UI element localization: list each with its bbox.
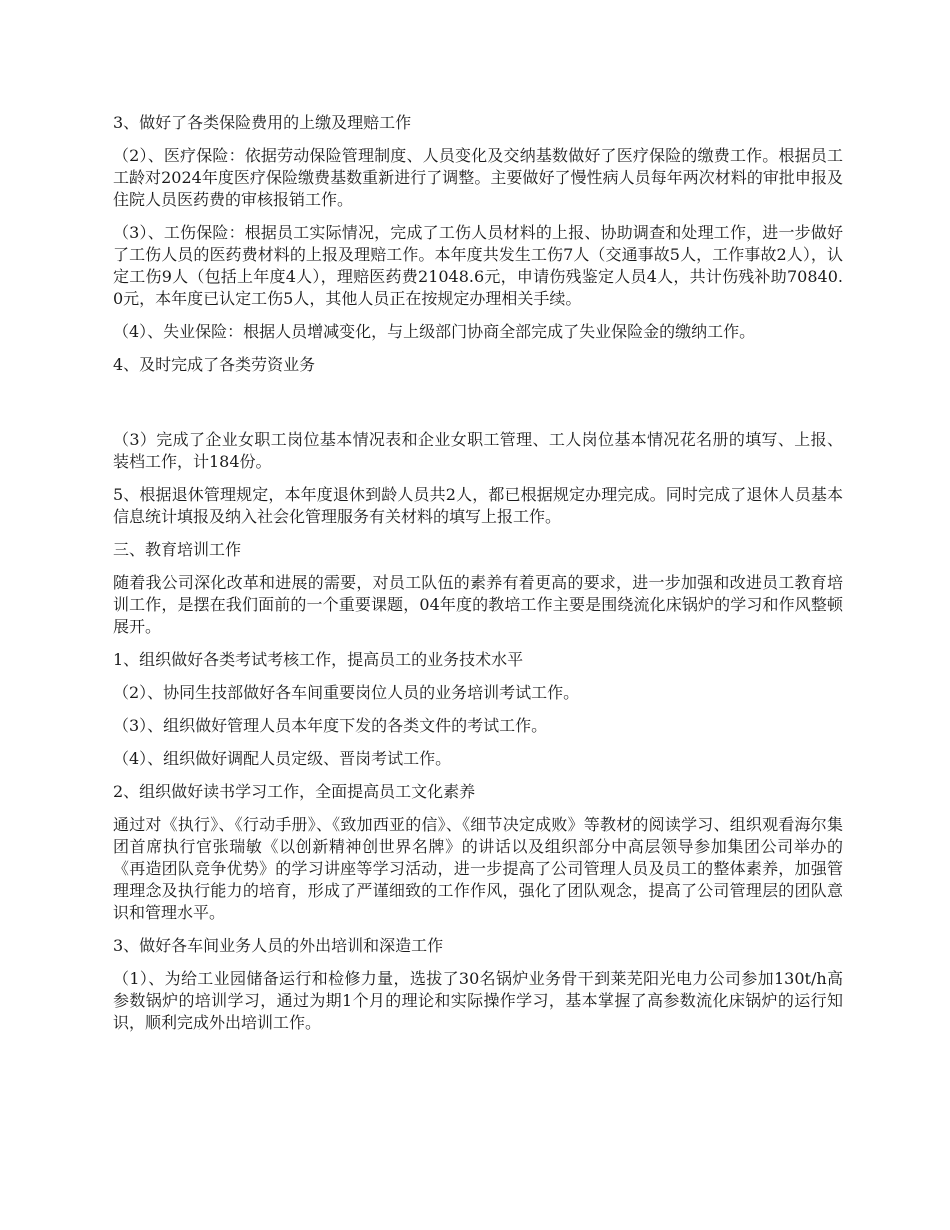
paragraph-exam-item-2: （2）、协同生技部做好各车间重要岗位人员的业务培训考试工作。: [113, 683, 580, 702]
paragraph-female-staff-records: （3）完成了企业女职工岗位基本情况表和企业女职工管理、工人岗位基本情况花名册的填写、上报、装档工作，计184份。: [113, 430, 843, 471]
paragraph-retirement: 5、根据退休管理规定，本年度退休到龄人员共2人，都已根据规定办理完成。同时完成了退休人员基本信息统计填报及纳入社会化管理服务有关材料的填写上报工作。: [113, 485, 843, 526]
paragraph-exam-item-3: （3）、组织做好管理人员本年度下发的各类文件的考试工作。: [113, 716, 548, 735]
heading-insurance-fees: 3、做好了各类保险费用的上缴及理赔工作: [113, 113, 412, 132]
heading-external-training: 3、做好各车间业务人员的外出培训和深造工作: [113, 936, 444, 955]
heading-exams: 1、组织做好各类考试考核工作，提高员工的业务技术水平: [113, 650, 524, 669]
blank-gap: [113, 387, 843, 429]
paragraph-exam-item-4: （4）、组织做好调配人员定级、晋岗考试工作。: [113, 749, 452, 768]
paragraph-medical-insurance: （2）、医疗保险：依据劳动保险管理制度、人员变化及交纳基数做好了医疗保险的缴费工作。根据员工工龄对2024年度医疗保险缴费基数重新进行了调整。主要做好了慢性病人员每年两次材料的审批申报及住院人员医药费的审核报销工作。: [113, 146, 843, 209]
heading-reading-study: 2、组织做好读书学习工作，全面提高员工文化素养: [113, 782, 476, 801]
document-page: [113, 112, 843, 1045]
paragraph-training-intro: 随着我公司深化改革和进展的需要，对员工队伍的素养有着更高的要求，进一步加强和改进员工教育培训工作，是摆在我们面前的一个重要课题，04年度的教培工作主要是围绕流化床锅炉的学习和作风整顿展开。: [113, 573, 843, 636]
paragraph-reading-study: 通过对《执行》、《行动手册》、《致加西亚的信》、《细节决定成败》等教材的阅读学习、组织观看海尔集团首席执行官张瑞敏《以创新精神创世界名牌》的讲话以及组织部分中高层领导参加集团公司举办的《再造团队竞争优势》的学习讲座等学习活动，进一步提高了公司管理人员及员工的整体素养，加强管理理念及执行能力的培育，形成了严谨细致的工作作风，强化了团队观念，提高了公司管理层的团队意识和管理水平。: [113, 815, 843, 922]
paragraph-external-training-item-1: （1）、为给工业园储备运行和检修力量，选拔了30名锅炉业务骨干到莱芜阳光电力公司参加130t/h高参数锅炉的培训学习，通过为期1个月的理论和实际操作学习，基本掌握了高参数流化床锅炉的运行知识，顺利完成外出培训工作。: [113, 969, 843, 1032]
paragraph-unemployment-insurance: （4）、失业保险：根据人员增减变化，与上级部门协商全部完成了失业保险金的缴纳工作。: [113, 322, 756, 341]
heading-labor-business: 4、及时完成了各类劳资业务: [113, 355, 316, 374]
section-heading-education-training: 三、教育培训工作: [113, 540, 242, 559]
paragraph-work-injury-insurance: （3）、工伤保险：根据员工实际情况，完成了工伤人员材料的上报、协助调查和处理工作，进一步做好了工伤人员的医药费材料的上报及理赔工作。本年度共发生工伤7人（交通事故5人，工作事故2人），认定工伤9人（包括上年度4人），理赔医药费21048.6元，申请伤残鉴定人员4人，共计伤残补助70840.0元，本年度已认定工伤5人，其他人员正在按规定办理相关手续。: [113, 223, 843, 308]
